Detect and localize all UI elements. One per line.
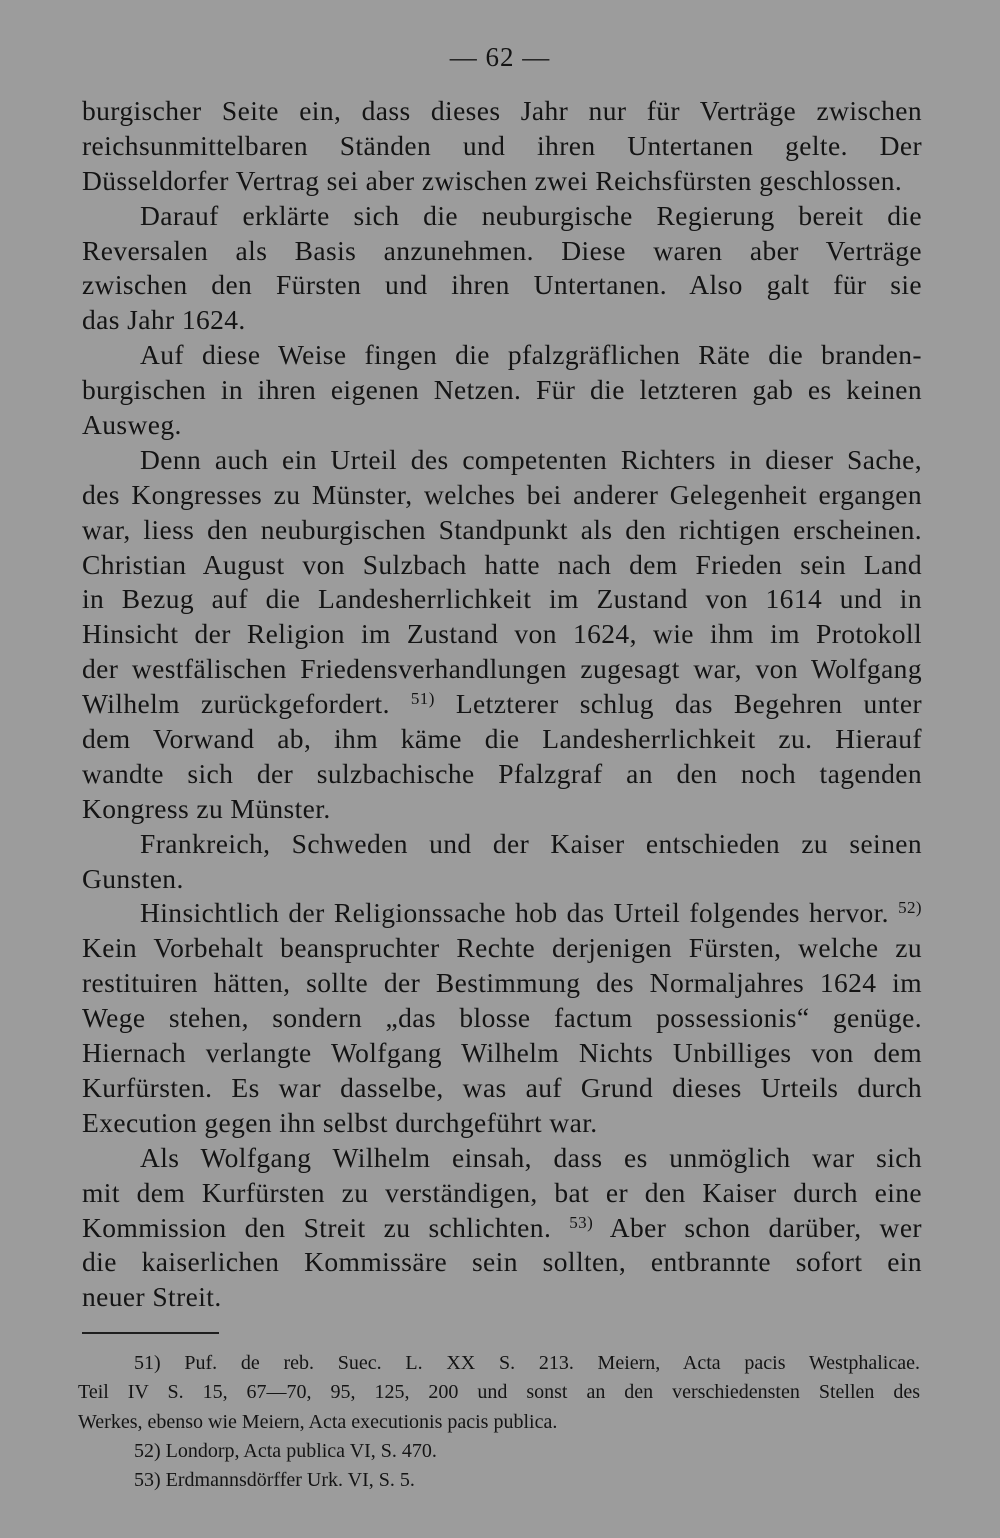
text-line: Frankreich, Schweden und der Kaiser entschieden zu seinen [140,827,922,859]
footnote-ref: 52) [898,898,922,918]
text-line: Kongress zu Münster. [82,792,331,824]
footnote-line: 51) Puf. de reb. Suec. L. XX S. 213. Meiern, Acta pacis Westphalicae. [134,1352,920,1374]
paragraph [82,827,922,897]
footnote-line: 52) Londorp, Acta publica VI, S. 470. [134,1439,437,1462]
text-line: des Kongresses zu Münster, welches bei anderer Gelegenheit ergangen [82,478,922,510]
text-line: burgischer Seite ein, dass dieses Jahr nur für Verträge zwischen [82,95,922,126]
text-segment: Aber schon darüber, wer [609,1211,922,1243]
text-line: mit dem Kurfürsten zu verständigen, bat er den Kaiser durch eine [82,1176,922,1208]
text-line: Execution gegen ihn selbst durchgeführt war. [82,1106,598,1138]
footnote-separator [82,1332,219,1334]
footnote-ref: 53) [569,1212,594,1232]
footnote [78,1349,920,1437]
text-line: Kein Vorbehalt beanspruchter Rechte derjenigen Fürsten, welche zu [82,932,922,964]
paragraph [82,896,922,1140]
text-line: Düsseldorfer Vertrag sei aber zwischen zwei Reichsfürsten geschlossen. [82,164,903,196]
footnotes [78,1349,920,1495]
text-line: Denn auch ein Urteil des competenten Richters in dieser Sache, [140,443,922,475]
footnote-ref: 51) [410,689,435,709]
text-segment: Hinsichtlich der Religionssache hob das Urteil folgendes hervor. [140,897,889,929]
body-text [82,94,922,1315]
text-segment: Kommission den Streit zu schlichten. [82,1211,552,1243]
text-line: die kaiserlichen Kommissäre sein sollten, entbrannte sofort ein [82,1246,922,1278]
text-line: war, liess den neuburgischen Standpunkt als den richtigen erscheinen. [82,513,922,545]
text-line: in Bezug auf die Landesherrlichkeit im Zustand von 1614 und in [82,583,922,615]
footnote [78,1466,920,1495]
paragraph [82,94,922,199]
page-number: — 62 — [449,42,551,72]
text-line: der westfälischen Friedensverhandlungen zugesagt war, von Wolfgang [82,653,922,685]
footnote-line: Werkes, ebenso wie Meiern, Acta executionis pacis publica. [78,1410,558,1433]
text-segment: Wilhelm zurückgefordert. [82,688,390,720]
footnote-line: 53) Erdmannsdörffer Urk. VI, S. 5. [134,1469,415,1492]
text-line-with-footnote-ref [82,687,922,722]
text-line: Kurfürsten. Es war dasselbe, was auf Grund dieses Urteils durch [82,1071,922,1103]
text-line-with-footnote-ref [82,1211,922,1246]
text-line: Gunsten. [82,862,184,894]
text-line: Hinsicht der Religion im Zustand von 1624, wie ihm im Protokoll [82,618,922,650]
text-line: Ausweg. [82,409,182,441]
text-line: wandte sich der sulzbachische Pfalzgraf an den noch tagenden [82,757,922,789]
text-line: reichsunmittelbaren Ständen und ihren Untertanen gelte. Der [82,129,922,161]
text-line: dem Vorwand ab, ihm käme die Landesherrlichkeit zu. Hierauf [82,723,922,755]
text-line: das Jahr 1624. [82,304,246,336]
paragraph [82,443,922,827]
text-line: Wege stehen, sondern „das blosse factum possessionis“ genüge. [82,1002,922,1034]
footnote [78,1437,920,1466]
text-line: zwischen den Fürsten und ihren Untertanen. Also galt für sie [82,269,922,301]
text-line: Als Wolfgang Wilhelm einsah, dass es unmöglich war sich [140,1141,922,1173]
text-line: Christian August von Sulzbach hatte nach dem Frieden sein Land [82,548,922,580]
text-line: restituiren hätten, sollte der Bestimmung des Normaljahres 1624 im [82,967,922,999]
text-segment: Letzterer schlug das Begehren unter [455,688,922,720]
text-line: neuer Streit. [82,1281,222,1313]
paragraph [82,1141,922,1315]
paragraph [82,199,922,339]
footnote-line: Teil IV S. 15, 67—70, 95, 125, 200 und sonst an den verschiedensten Stellen des [78,1381,920,1404]
text-line: Hiernach verlangte Wolfgang Wilhelm Nichts Unbilliges von dem [82,1037,922,1069]
text-line-with-footnote-ref [82,896,922,931]
text-line: Darauf erklärte sich die neuburgische Regierung bereit die [140,199,922,231]
text-line: burgischen in ihren eigenen Netzen. Für die letzteren gab es keinen [82,374,922,406]
text-line: Reversalen als Basis anzunehmen. Diese waren aber Verträge [82,234,922,266]
paragraph [82,338,922,443]
text-line: Auf diese Weise fingen die pfalzgräflichen Räte die branden- [140,339,922,371]
